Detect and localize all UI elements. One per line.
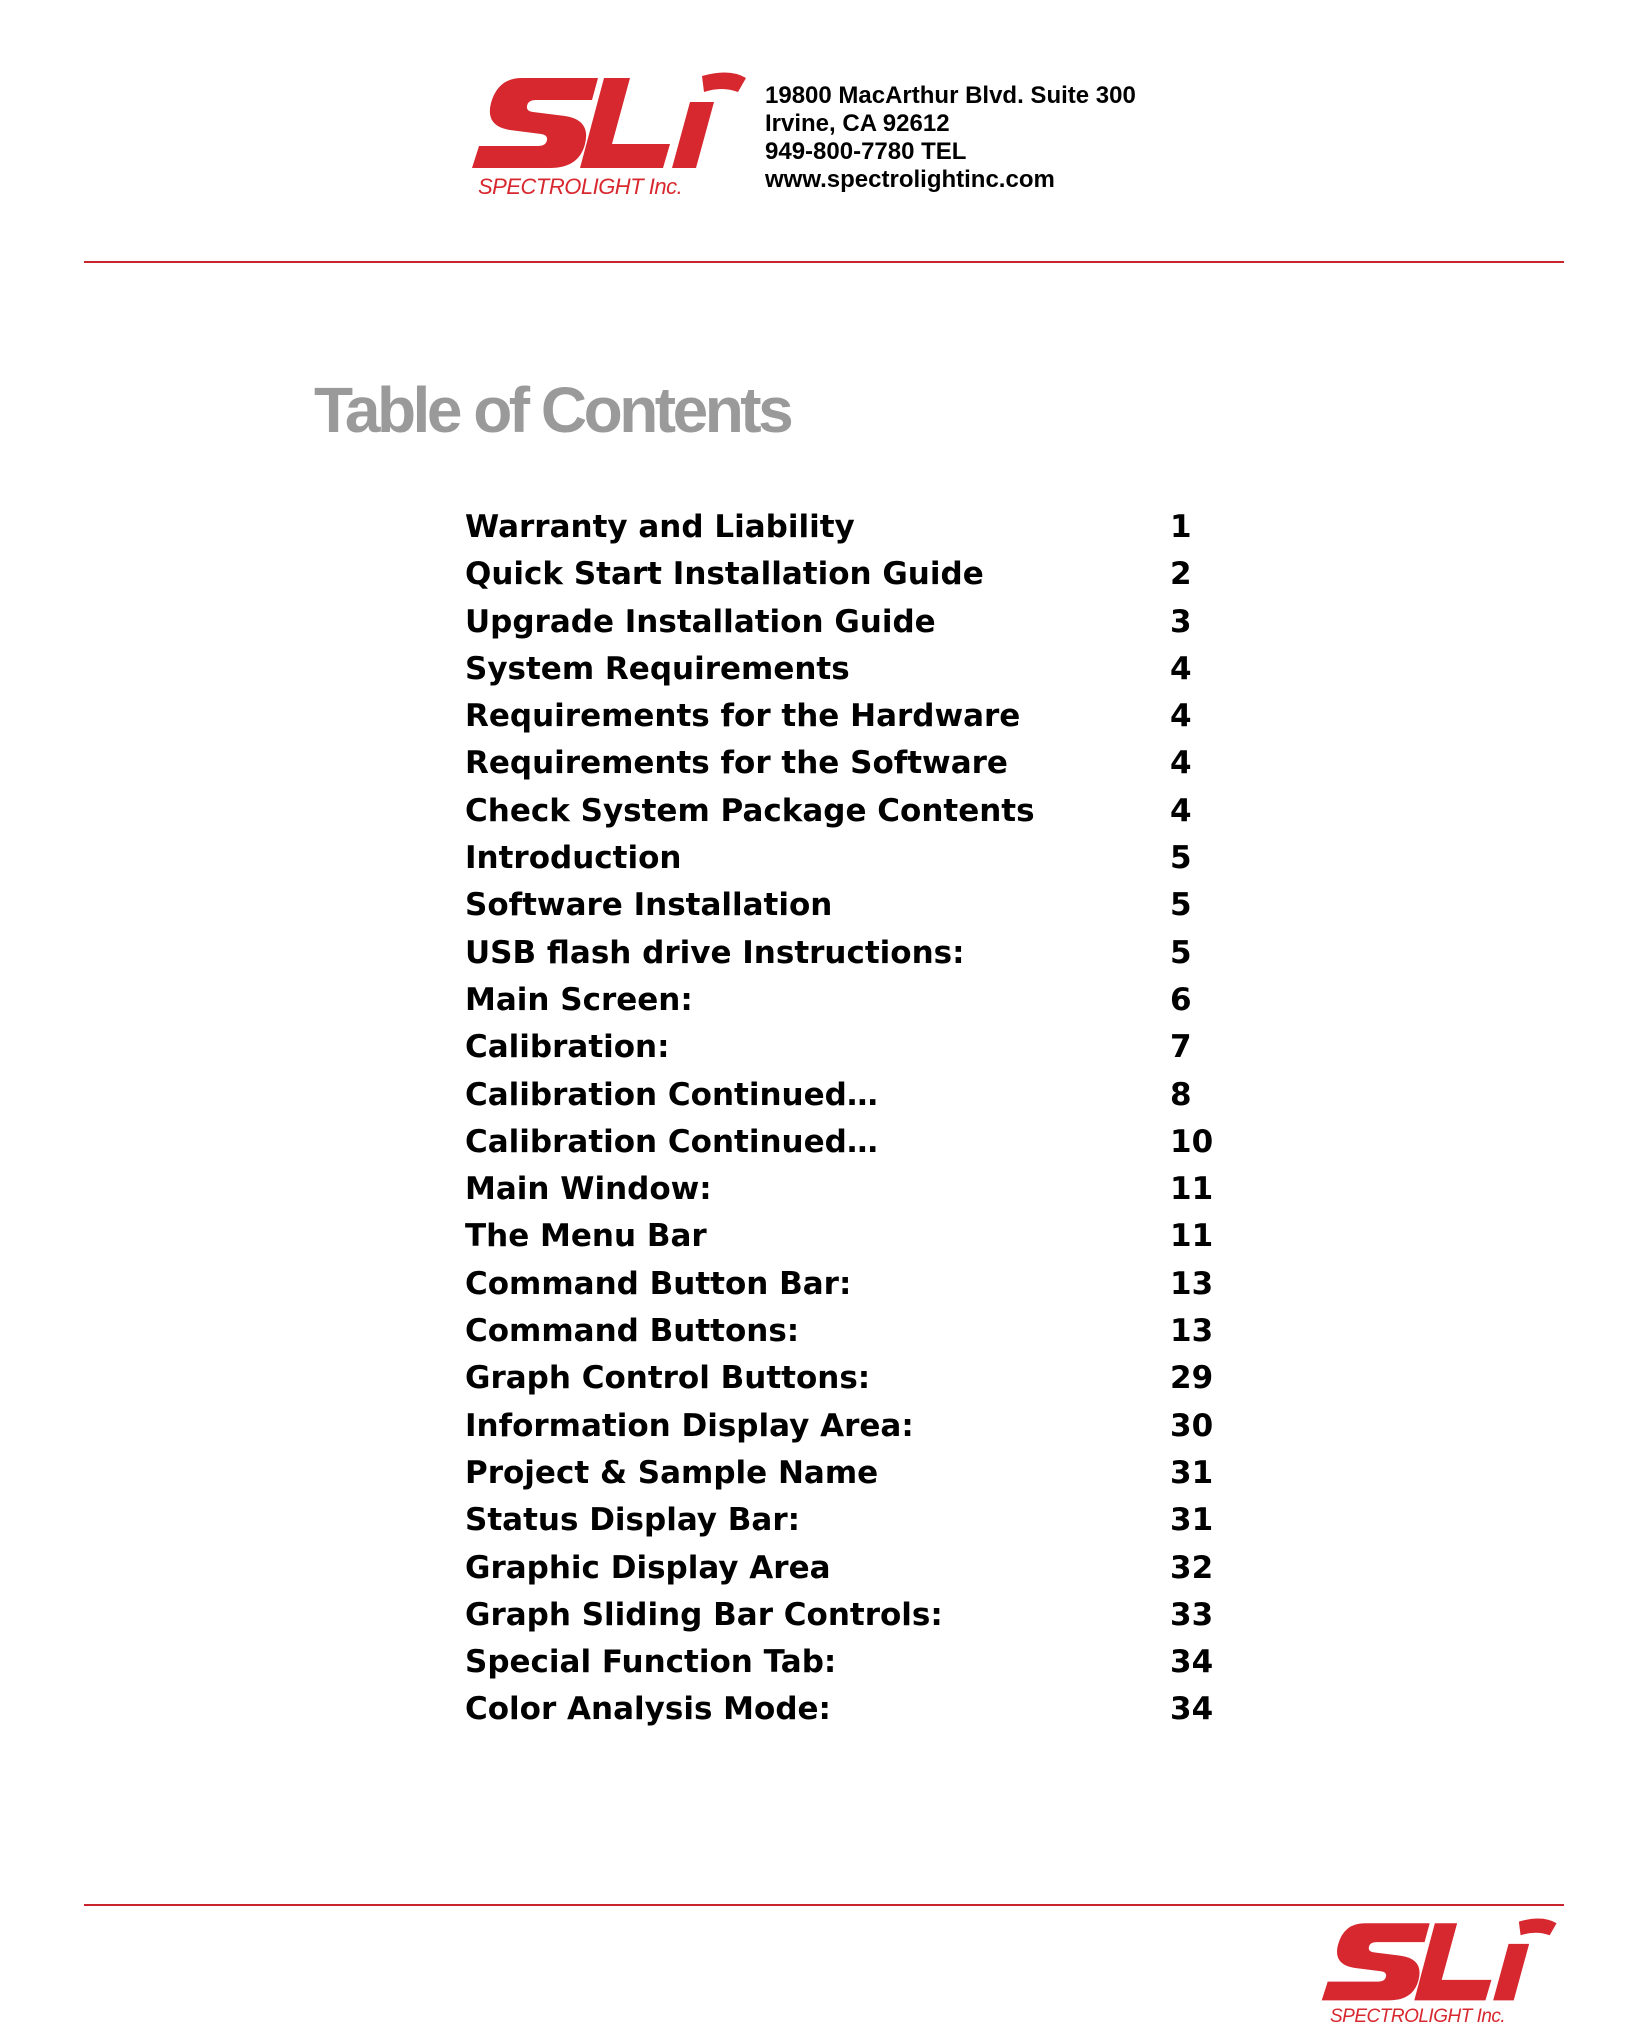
toc-entry-title: Command Buttons: [465,1313,800,1350]
toc-entry-page: 4 [1170,650,1192,687]
footer-logo-tagline: SPECTROLIGHT Inc. [1330,2006,1506,2027]
toc-entry [465,788,1225,835]
toc-entry [465,1024,1225,1071]
toc-entry-title: Upgrade Installation Guide [465,603,936,640]
toc-entry-title: Calibration: [465,1029,670,1066]
toc-entry-title: Command Button Bar: [465,1265,852,1302]
toc-entry-page: 6 [1170,981,1192,1018]
toc-entry-title: Graph Control Buttons: [465,1360,871,1397]
toc-entry-page: 7 [1170,1029,1192,1066]
toc-entry [465,1261,1225,1308]
toc-entry-title: Status Display Bar: [465,1502,801,1539]
toc-entry-page: 29 [1170,1360,1214,1397]
toc-entry-page: 5 [1170,840,1192,877]
toc-entry-title: The Menu Bar [465,1218,707,1255]
toc-entry [465,1403,1225,1450]
toc-entry-title: Quick Start Installation Guide [465,556,984,593]
toc-entry [465,1072,1225,1119]
toc-entry-title: Software Installation [465,887,833,924]
toc-entry [465,930,1225,977]
toc-entry [465,1213,1225,1260]
toc-entry [465,551,1225,598]
toc-entry-title: Information Display Area: [465,1407,914,1444]
toc-entry-page: 33 [1170,1596,1214,1633]
toc-entry [465,1686,1225,1733]
toc-entry [465,599,1225,646]
toc-entry-page: 34 [1170,1691,1214,1728]
toc-entry-title: Warranty and Liability [465,509,855,545]
address-phone: 949-800-7780 TEL [765,138,967,165]
toc-entry [465,1592,1225,1639]
toc-entry-page: 11 [1170,1171,1214,1208]
toc-entry-page: 8 [1170,1076,1192,1113]
toc-entry [465,882,1225,929]
toc-entry-page: 31 [1170,1502,1214,1539]
toc-entry [465,1355,1225,1402]
toc-entry-title: Color Analysis Mode: [465,1691,831,1728]
toc-entry-title: Special Function Tab: [465,1644,837,1681]
table-of-contents [465,504,1225,1734]
toc-entry-title: Project & Sample Name [465,1454,879,1491]
toc-entry-title: Graphic Display Area [465,1549,831,1586]
toc-entry-page: 2 [1170,556,1192,593]
toc-entry-page: 31 [1170,1454,1214,1491]
toc-entry [465,1639,1225,1686]
sli-logo-icon [470,70,750,174]
footer-logo [1320,1916,1560,2040]
toc-entry [465,1497,1225,1544]
address-city: Irvine, CA 92612 [765,110,950,137]
company-address [765,82,1136,194]
toc-entry-page: 5 [1170,934,1192,971]
address-street: 19800 MacArthur Blvd. Suite 300 [765,82,1136,109]
toc-entry [465,1308,1225,1355]
toc-entry-title: Calibration Continued… [465,1076,878,1113]
toc-entry [465,1166,1225,1213]
toc-entry-title: Main Screen: [465,981,693,1018]
toc-entry-page: 10 [1170,1123,1214,1160]
toc-entry-page: 1 [1170,509,1192,545]
toc-entry-title: Main Window: [465,1171,712,1208]
toc-entry [465,835,1225,882]
sli-logo-icon [1320,1916,1560,2006]
toc-entry [465,1450,1225,1497]
header-logo-tagline: SPECTROLIGHT Inc. [478,174,683,199]
toc-entry [465,1119,1225,1166]
toc-entry [465,504,1225,551]
toc-entry-page: 32 [1170,1549,1214,1586]
header-divider [84,261,1564,263]
toc-entry [465,977,1225,1024]
toc-entry-page: 13 [1170,1265,1214,1302]
page-title: Table of Contents [314,374,791,446]
toc-entry-title: Check System Package Contents [465,792,1035,829]
toc-entry-page: 30 [1170,1407,1214,1444]
toc-entry-title: Introduction [465,840,682,877]
toc-entry-title: Requirements for the Hardware [465,698,1021,735]
toc-entry-title: Requirements for the Software [465,745,1008,782]
toc-entry-title: Calibration Continued… [465,1123,878,1160]
toc-entry-page: 34 [1170,1644,1214,1681]
toc-entry-page: 13 [1170,1313,1214,1350]
toc-entry-title: System Requirements [465,650,850,687]
toc-entry [465,646,1225,693]
toc-entry-page: 4 [1170,792,1192,829]
toc-entry [465,740,1225,787]
toc-entry [465,693,1225,740]
address-website: www.spectrolightinc.com [765,166,1055,193]
toc-entry-page: 5 [1170,887,1192,924]
toc-entry [465,1545,1225,1592]
toc-entry-title: Graph Sliding Bar Controls: [465,1596,943,1633]
toc-entry-page: 3 [1170,603,1192,640]
footer-divider [84,1904,1564,1906]
toc-entry-page: 11 [1170,1218,1214,1255]
toc-entry-page: 4 [1170,698,1192,735]
header-logo [470,70,750,210]
toc-entry-page: 4 [1170,745,1192,782]
toc-entry-title: USB flash drive Instructions: [465,934,965,971]
